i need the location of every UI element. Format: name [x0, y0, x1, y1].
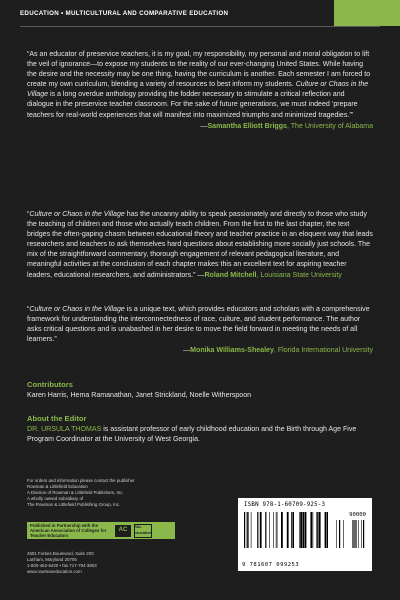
quote-1: [27, 50, 373, 132]
editor-name: DR. URSULA THOMAS: [27, 426, 102, 433]
green-accent-tab: [334, 0, 400, 26]
quote-2-text: “Culture or Chaos in the Village has the uncanny ability to speak passionately and directly to those who study the teaching of children and those who actually teach children. From the first to the last chapter, the text bridges the often-gaping chasm between educational theory and teacher practice in an eloquent way that leads researchers and teachers to ask themselves hard questions about establishing more socially just schools. The mix of the straightforward commentary, thorough engagement of relevant pedagogical literature, and meaningful activities at the conclusion of each chapter makes this an excellent text for aspiring teacher leaders, educational researchers, and administrators.” —Roland Mitchell, Louisiana State University: [27, 211, 373, 279]
contributors-section: [27, 380, 373, 401]
quote-2-affiliation: , Louisiana State University: [256, 271, 342, 279]
quote-1-author: Samantha Elliott Briggs: [207, 122, 287, 130]
barcode-box: [238, 498, 372, 571]
publisher-address: 4501 Forbes Boulevard, Suite 200 Lanham, Maryland 20706 1-800-462-6420 • fax 717-794-3803 www.rowmaneducation.com: [27, 551, 97, 575]
editor-section: [27, 414, 373, 445]
barcode-icon: [244, 512, 366, 558]
quote-1-affiliation: , The University of Alabama: [286, 122, 373, 130]
partnership-banner: [27, 522, 175, 539]
quote-2-book-title: Culture or Chaos in the Village: [29, 211, 125, 218]
top-bar: [20, 0, 380, 27]
quote-3-affiliation: , Florida International University: [273, 347, 373, 355]
quote-3-author: Monika Williams-Shealey: [190, 347, 274, 355]
contributors-heading: Contributors: [27, 380, 73, 389]
quote-3-book-title: Culture or Chaos in the Village: [29, 306, 125, 313]
partnership-text: Published in Partnership with the American Association of Colleges for Teacher Educators: [30, 522, 107, 539]
rl-education-logo-icon: R&L education: [134, 524, 152, 538]
quote-2-author: Roland Mitchell: [204, 271, 257, 279]
editor-bio: DR. URSULA THOMAS is assistant professor of early childhood education and the Birth through Age Five Program Coordinator at the University of West Georgia.: [27, 426, 357, 443]
quote-2: [27, 210, 373, 281]
price-code: 90000: [349, 512, 366, 518]
quote-1-book-title: Culture or Chaos in the Village: [27, 81, 369, 99]
editor-heading: About the Editor: [27, 414, 87, 423]
quote-3: [27, 305, 373, 356]
quote-3-text: “Culture or Chaos in the Village is a unique text, which provides educators and scholars with a comprehensive framework for understanding the interconnectedness of race, culture, and student performance. The author asks critical questions and is unabashed in her desire to move the field forward in meeting the needs of all learners.”: [27, 306, 370, 344]
category-label: EDUCATION • MULTICULTURAL AND COMPARATIVE EDUCATION: [20, 9, 229, 17]
quote-3-attribution: —Monika Williams-Shealey, Florida International University: [183, 347, 373, 355]
aacte-logo-icon: AC: [115, 525, 131, 537]
quote-1-text: “As an educator of preservice teachers, it is my goal, my responsibility, my personal and moral obligation to lift the veil of ignorance—to expose my students to the reality of our ever-changing United States. While having the desire and the necessity may be one thing, having the curriculum is another. Each semester I am forced to create my own curriculum, blending a variety of resources to best inform my students. Culture or Chaos in the Village is a long overdue anthology providing the fodder necessary to stimulate a critical reflection and dialogue in the preservice teacher classroom. For the sake of future generations, we must indeed ‘prepare teachers for real-world experiences that will manifest into maximized triumphs and minimized tragedies.’”: [27, 51, 371, 119]
isbn-label: ISBN 978-1-60709-925-3: [244, 502, 326, 508]
publisher-orders: For orders and information please contact the publisher Rowman & Littlefield Education A Division of Rowman & Littlefield Publishers, Inc. A wholly owned subsidiary of The Rowman & Littlefield Publishing Group, Inc.: [27, 478, 135, 508]
contributors-names: Karen Harris, Hema Ramanathan, Janet Strickland, Noelle Witherspoon: [27, 392, 252, 399]
quote-1-attribution: —Samantha Elliott Briggs, The University of Alabama: [200, 122, 373, 130]
barcode-number: 9 781607 099253: [242, 562, 300, 568]
